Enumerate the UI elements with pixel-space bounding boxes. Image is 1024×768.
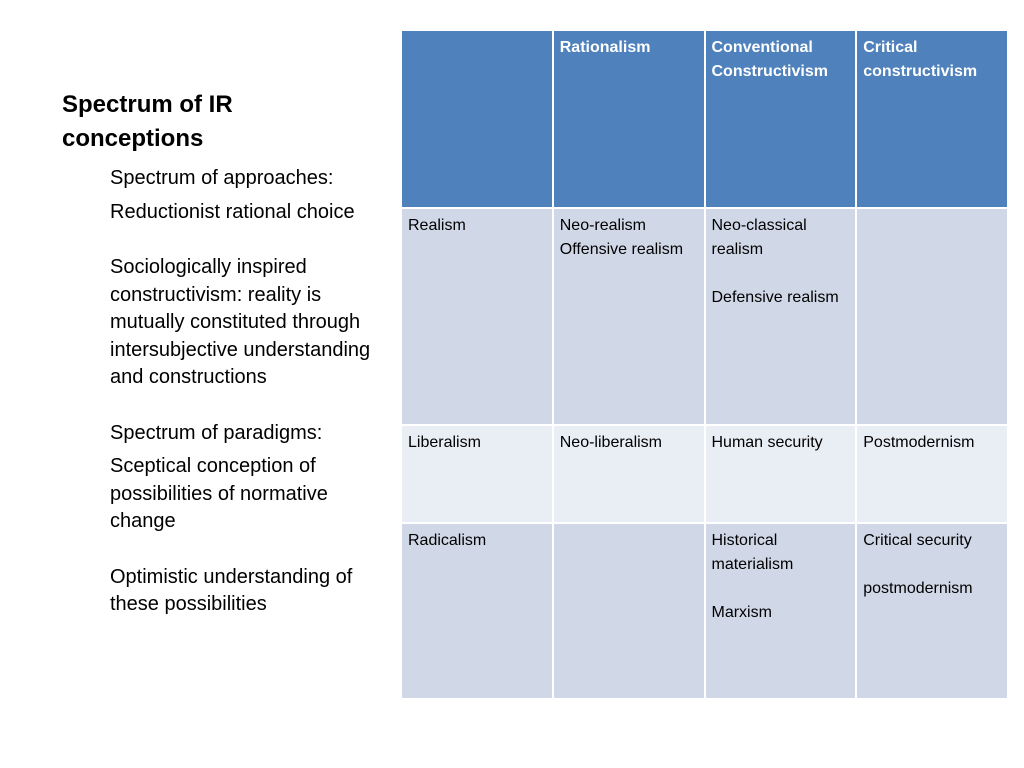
cell-text: Neo-liberalism — [559, 434, 662, 451]
row-label-radicalism: Radicalism — [401, 523, 553, 699]
table-row — [401, 523, 1008, 699]
table-row — [401, 208, 1008, 425]
cell-text: postmodernism — [863, 580, 973, 597]
table-cell — [553, 208, 705, 425]
table-cell — [856, 523, 1008, 699]
cell-text: Marxism — [711, 604, 772, 621]
table-cell — [553, 425, 705, 523]
table-cell — [856, 425, 1008, 523]
bullet-item: Sociologically inspired constructivism: reality is mutually constituted through intersubjective understanding and constructions — [110, 256, 371, 388]
bullet-list — [110, 165, 385, 619]
cell-text: Neo-realism — [559, 217, 646, 234]
cell-text: Human security — [711, 434, 823, 451]
cell-text: Neo-classical realism — [711, 217, 807, 258]
table-cell-empty — [553, 523, 705, 699]
cell-text: Historical materialism — [711, 532, 794, 573]
table-cell — [705, 208, 857, 425]
table-cell-empty — [856, 208, 1008, 425]
cell-text: Critical security — [863, 532, 972, 549]
header-rationalism: Rationalism — [553, 30, 705, 208]
row-label-liberalism: Liberalism — [401, 425, 553, 523]
ir-conceptions-table — [400, 29, 1009, 700]
table-header-row — [401, 30, 1008, 208]
bullet-item: Reductionist rational choice — [110, 200, 355, 223]
table-cell — [705, 425, 857, 523]
cell-text: Defensive realism — [711, 289, 839, 306]
table-row — [401, 425, 1008, 523]
bullet-item: Spectrum of approaches: — [110, 167, 334, 189]
bullet-item: Sceptical conception of possibilities of normative change — [110, 455, 328, 532]
bullet-item: Spectrum of paradigms: — [110, 421, 323, 444]
cell-text: Postmodernism — [863, 434, 975, 451]
bullet-item: Optimistic understanding of these possibilities — [110, 565, 353, 615]
cell-text: Offensive realism — [559, 241, 684, 258]
table-cell — [705, 523, 857, 699]
header-corner-cell — [401, 30, 553, 208]
row-label-realism: Realism — [401, 208, 553, 425]
slide-title: Spectrum of IR conceptions — [62, 91, 233, 152]
header-conventional-constructivism: Conventional Constructivism — [705, 30, 857, 208]
header-critical-constructivism: Critical constructivism — [856, 30, 1008, 208]
